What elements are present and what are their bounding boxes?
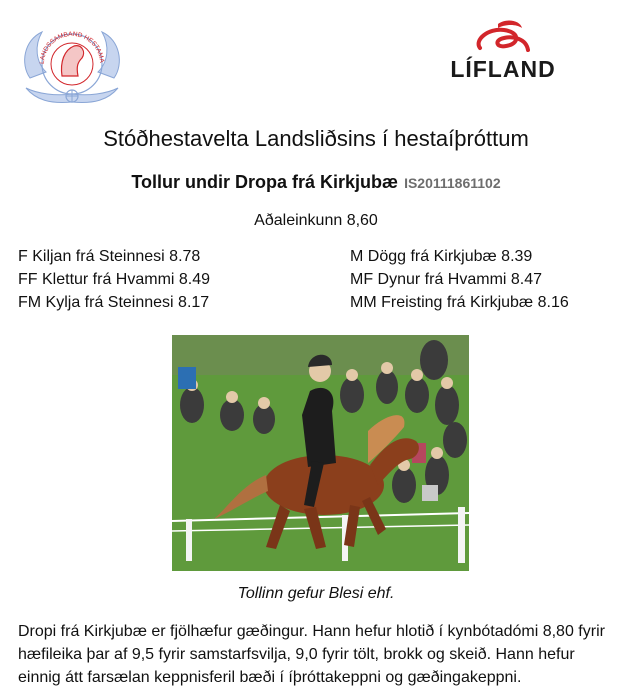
stallion-name: Tollur undir Dropa frá Kirkjubæ [131, 172, 399, 192]
pedigree-entry: M Dögg frá Kirkjubæ 8.39 [350, 248, 533, 265]
stallion-heading [0, 172, 632, 193]
pedigree-entry: FM Kylja frá Steinnesi 8.17 [18, 294, 210, 311]
pedigree-entry: MF Dynur frá Hvammi 8.47 [350, 271, 543, 288]
lifland-wordmark: LÍFLAND [450, 56, 556, 82]
pedigree-entry: FF Klettur frá Hvammi 8.49 [18, 271, 211, 288]
page-title: Stóðhestavelta Landsliðsins í hestaíþróttum [103, 126, 529, 151]
pedigree-entry: MM Freisting frá Kirkjubæ 8.16 [350, 294, 569, 311]
photo-caption: Tollinn gefur Blesi ehf. [237, 585, 395, 602]
pedigree-entry: F Kiljan frá Steinnesi 8.78 [18, 248, 201, 265]
pedigree-dam-side [350, 245, 569, 314]
lifland-logo [440, 18, 566, 82]
description-paragraph: Dropi frá Kirkjubæ er fjölhæfur gæðingur. Hann hefur hlotið í kynbótadómi 8,80 fyrir hæfileika þar af 9,5 fyrir samstarfsvilja, 9,0 fyrir tölt, brokk og skeið. Hann hefur einnig átt farsælan keppnisferil bæði í íþróttakeppni og gæðingakeppni. [18, 623, 605, 686]
pedigree-sire-side [18, 245, 210, 314]
main-score: Aðaleinkunn 8,60 [254, 212, 378, 229]
association-logo [16, 18, 128, 110]
logo-ring-text: LANDSSAMBAND HESTAMA [38, 30, 106, 65]
registration-number: IS20111861102 [404, 175, 501, 191]
horse-rider-photo [172, 335, 469, 571]
